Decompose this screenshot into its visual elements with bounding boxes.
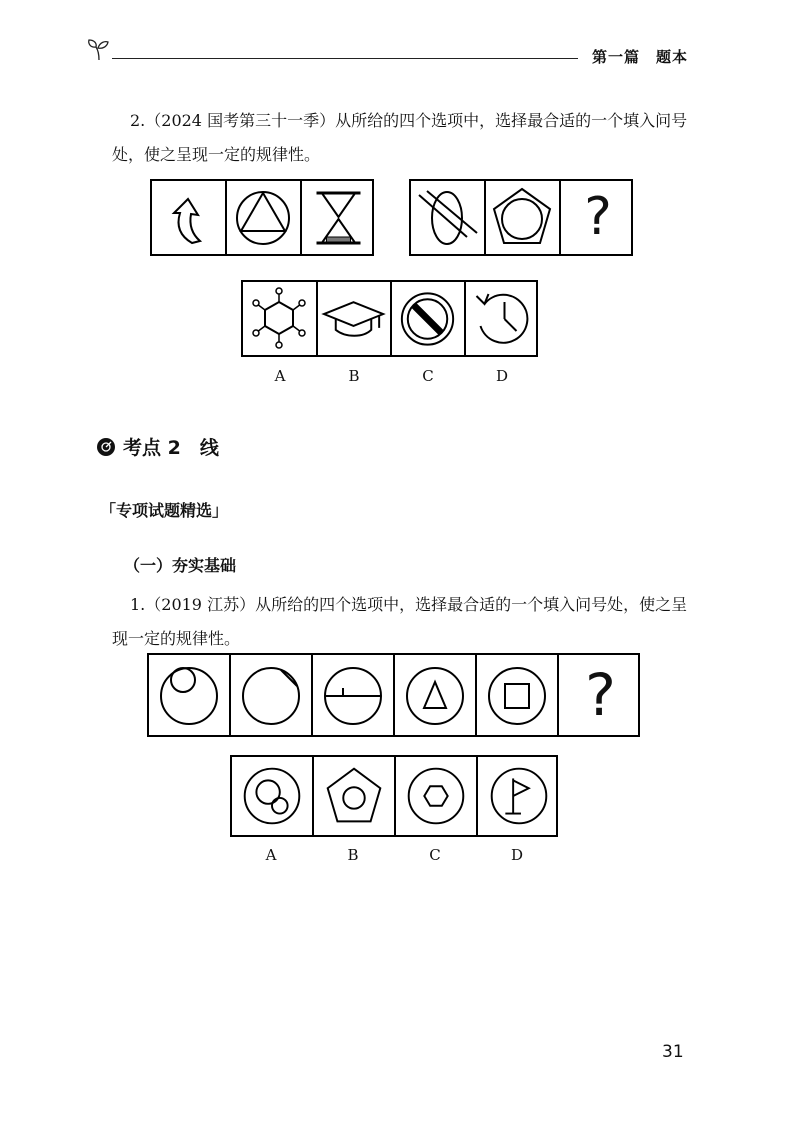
q1-figure-circle-inner-circle bbox=[149, 655, 231, 735]
q2-option-c-label: C bbox=[422, 367, 434, 385]
target-icon bbox=[97, 438, 115, 456]
q1-figure-circle-diameter bbox=[313, 655, 395, 735]
q2-group-1 bbox=[150, 179, 374, 256]
q2-option-c-no-sign[interactable] bbox=[392, 282, 466, 355]
q2-option-b-cap[interactable] bbox=[318, 282, 392, 355]
page-number: 31 bbox=[662, 1042, 684, 1062]
q1-option-c-label: C bbox=[429, 846, 441, 864]
q2-option-b-label: B bbox=[348, 367, 360, 385]
subsection-title: 「专项试题精选」 bbox=[100, 501, 229, 520]
q1-option-b-label: B bbox=[347, 846, 359, 864]
part-title: （一）夯实基础 bbox=[124, 556, 237, 575]
question-1-text: 1.（2019 江苏）从所给的四个选项中，选择最合适的一个填入问号处，使之呈现一定的规律性。 bbox=[112, 595, 688, 648]
q1-options bbox=[230, 755, 558, 837]
q1-figure-circle-triangle bbox=[395, 655, 477, 735]
q2-option-d-label: D bbox=[495, 367, 509, 385]
q1-figure-circle-square bbox=[477, 655, 559, 735]
sprout-icon bbox=[86, 36, 112, 66]
q2-options bbox=[241, 280, 538, 357]
q2-question-mark: ? bbox=[584, 187, 612, 247]
q2-option-a-label: A bbox=[274, 367, 286, 385]
q2-figure-circle-triangle bbox=[227, 181, 302, 254]
q1-sequence bbox=[147, 653, 640, 737]
q1-option-a-label: A bbox=[265, 846, 277, 864]
section-title: 考点 2 线 bbox=[123, 437, 219, 459]
q1-figure-circle-chord bbox=[231, 655, 313, 735]
q2-figure-arrow bbox=[152, 181, 227, 254]
q2-option-a-hexagon[interactable] bbox=[243, 282, 318, 355]
q2-figure-hourglass bbox=[302, 181, 376, 254]
q2-group-2 bbox=[409, 179, 633, 256]
section-heading bbox=[97, 433, 219, 460]
header-rule bbox=[112, 58, 578, 59]
q2-figure-pentagon-circle bbox=[486, 181, 561, 254]
q1-option-c-circle-hexagon[interactable] bbox=[396, 757, 478, 835]
q1-question-mark: ? bbox=[585, 661, 616, 729]
q2-figure-ellipse-lines bbox=[411, 181, 486, 254]
q1-option-a-circles[interactable] bbox=[232, 757, 314, 835]
q1-option-d-label: D bbox=[510, 846, 524, 864]
q1-option-b-pentagon-circle[interactable] bbox=[314, 757, 396, 835]
question-2-text: 2.（2024 国考第三十一季）从所给的四个选项中，选择最合适的一个填入问号处，使之呈现一定的规律性。 bbox=[112, 111, 688, 164]
q1-option-d-circle-flag[interactable] bbox=[478, 757, 560, 835]
q2-option-d-clock[interactable] bbox=[466, 282, 540, 355]
header-title: 第一篇 题本 bbox=[592, 48, 689, 66]
